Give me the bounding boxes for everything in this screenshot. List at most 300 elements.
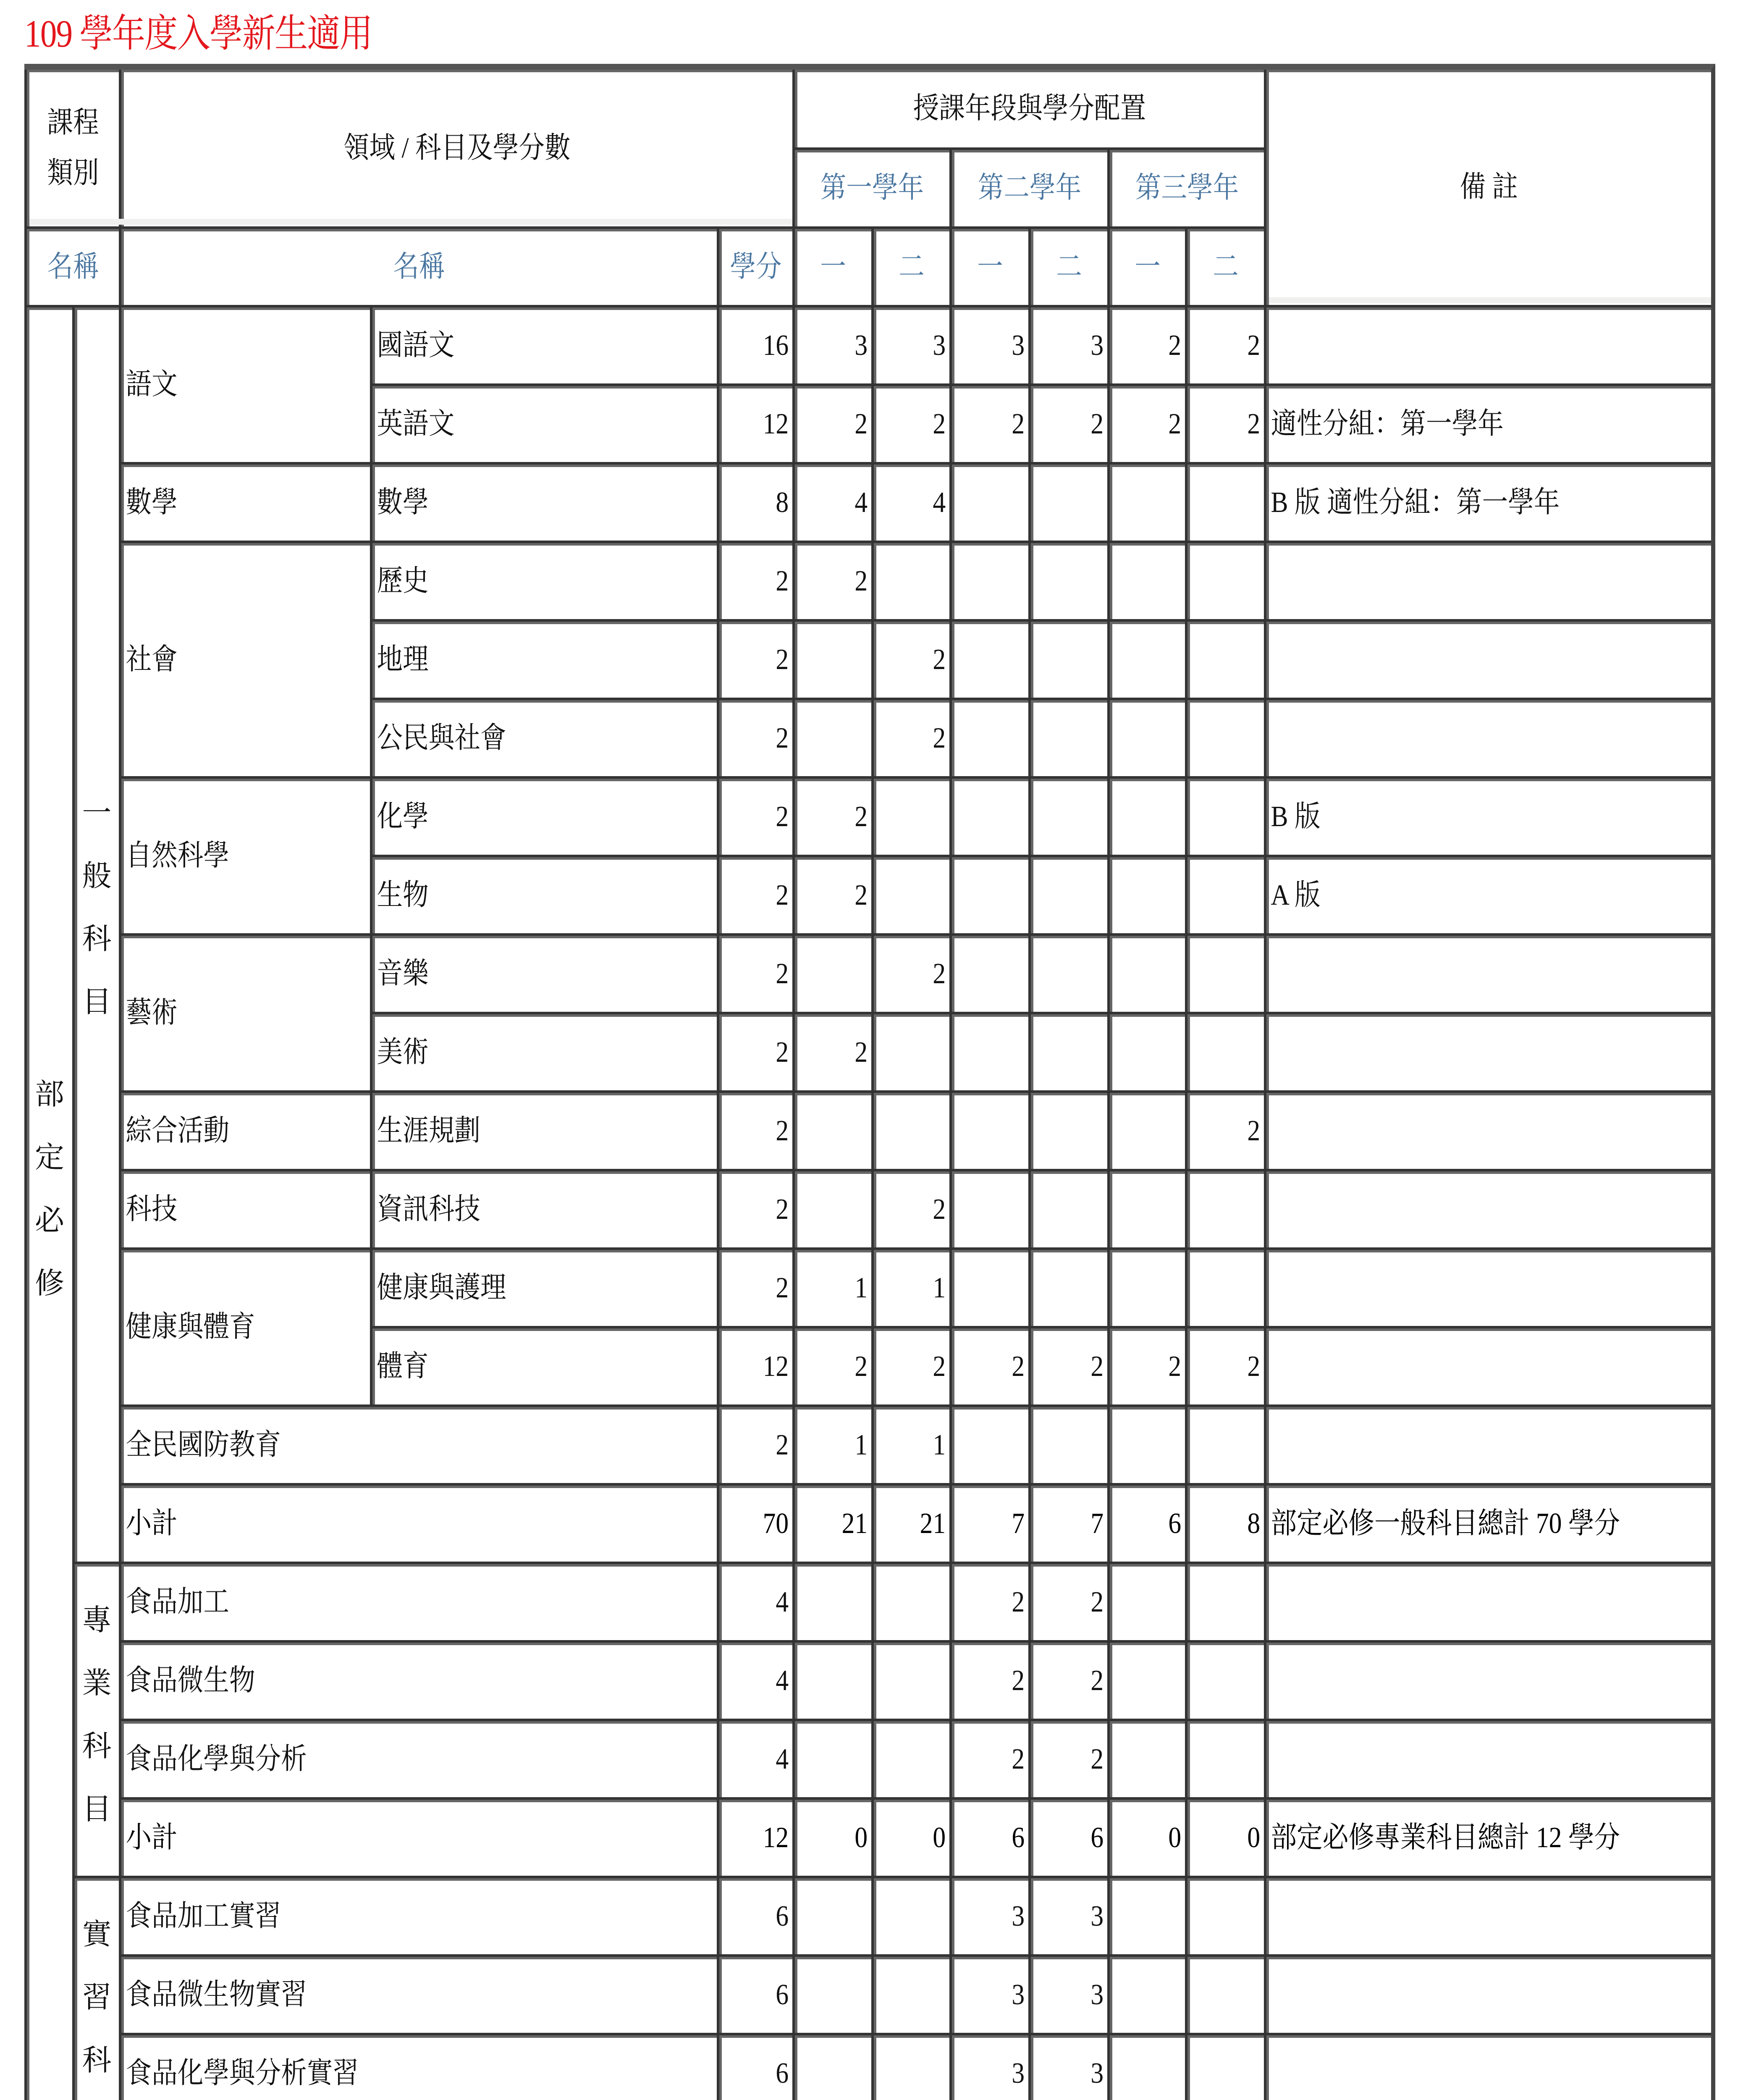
semester-credit-cell <box>792 1247 871 1326</box>
semester-credit-cell <box>1107 2033 1185 2100</box>
credits-cell-text: 6 <box>776 1978 789 2011</box>
remark-cell <box>1264 1247 1711 1326</box>
subject-cell-text: 英語文 <box>377 407 455 440</box>
semester-credit-cell <box>871 1404 949 1483</box>
semester-credit-cell <box>1028 1404 1107 1483</box>
header-subject-name-text: 名稱 <box>393 250 445 283</box>
semester-credit-cell <box>949 1247 1028 1326</box>
semester-credit-cell <box>1028 1326 1107 1404</box>
header-domain-subject-text: 領域 / 科目及學分數 <box>343 131 571 164</box>
semester-credit-cell <box>871 1090 949 1169</box>
semester-credit-cell <box>871 1483 949 1562</box>
semester-credit-cell <box>1107 1562 1185 1640</box>
semester-credit-cell-text: 2 <box>1247 1350 1261 1383</box>
semester-credit-cell <box>871 462 949 541</box>
subject-cell <box>370 305 717 383</box>
semester-credit-cell <box>1028 1954 1107 2033</box>
credits-cell <box>717 855 792 933</box>
credits-cell <box>717 1169 792 1247</box>
domain-cell <box>119 933 370 1090</box>
vertical-char: 科 <box>82 1730 112 1763</box>
header-credits-text: 學分 <box>730 250 782 283</box>
semester-credit-cell-text: 2 <box>933 1350 946 1383</box>
semester-credit-cell <box>792 698 871 776</box>
semester-credit-cell <box>1107 1247 1185 1326</box>
semester-credit-cell <box>1107 1483 1185 1562</box>
remark-cell <box>1264 541 1711 619</box>
credits-cell-text: 16 <box>763 329 789 362</box>
semester-credit-cell <box>949 305 1028 383</box>
subject-cell <box>370 619 717 698</box>
semester-credit-cell <box>1107 619 1185 698</box>
vertical-char: 修 <box>35 1268 64 1300</box>
page-title: 109 學年度入學新生適用 <box>24 12 372 55</box>
credits-cell-text: 2 <box>776 957 789 990</box>
semester-credit-cell <box>1185 1719 1264 1797</box>
group-required-text <box>27 307 72 1315</box>
semester-credit-cell-text: 2 <box>1247 407 1261 440</box>
header-shade <box>1269 297 1711 303</box>
header-year-1-text: 第一學年 <box>820 172 924 204</box>
subject-cell <box>370 1012 717 1090</box>
subject-cell-text: 生物 <box>377 879 429 911</box>
vertical-char: 定 <box>35 1142 64 1174</box>
semester-credit-cell-text: 7 <box>1090 1507 1104 1540</box>
domain-cell <box>119 541 370 776</box>
semester-credit-cell-text: 4 <box>933 486 946 519</box>
semester-credit-cell <box>1185 305 1264 383</box>
credits-cell-text: 2 <box>776 1428 789 1461</box>
header-credits <box>717 226 792 305</box>
semester-credit-cell <box>792 1169 871 1247</box>
domain-cell-text: 科技 <box>126 1193 178 1226</box>
header-year-2 <box>949 147 1107 226</box>
semester-credit-cell <box>1028 1090 1107 1169</box>
semester-credit-cell <box>949 2033 1028 2100</box>
header-semester-text: 二 <box>899 250 925 283</box>
semester-credit-cell-text: 2 <box>1012 1743 1025 1775</box>
subtotal-label <box>119 1483 717 1562</box>
semester-credit-cell-text: 2 <box>1012 1586 1025 1618</box>
header-allocation-text: 授課年段與學分配置 <box>913 92 1146 125</box>
semester-credit-cell <box>1185 855 1264 933</box>
domain-cell-text: 社會 <box>126 643 178 676</box>
semester-credit-cell-text: 8 <box>1247 1507 1261 1540</box>
header-year-3 <box>1107 147 1264 226</box>
semester-credit-cell <box>1107 1012 1185 1090</box>
semester-credit-cell <box>1107 1876 1185 1954</box>
credits-cell-text: 4 <box>776 1586 789 1618</box>
semester-credit-cell <box>871 619 949 698</box>
semester-credit-cell <box>949 776 1028 855</box>
subject-cell-text: 全民國防教育 <box>126 1428 281 1461</box>
credits-cell <box>717 619 792 698</box>
header-subject-name <box>119 226 717 305</box>
subject-cell <box>370 541 717 619</box>
semester-credit-cell <box>1107 1090 1185 1169</box>
domain-cell <box>119 1247 370 1404</box>
header-category-line: 課程 <box>47 106 99 139</box>
semester-credit-cell-text: 0 <box>933 1821 946 1854</box>
semester-credit-cell <box>871 2033 949 2100</box>
subject-cell <box>370 776 717 855</box>
header-year-2-text: 第二學年 <box>978 172 1082 204</box>
semester-credit-cell <box>949 855 1028 933</box>
header-category <box>24 67 119 226</box>
subject-cell <box>370 698 717 776</box>
semester-credit-cell <box>949 698 1028 776</box>
subject-cell <box>119 1562 717 1640</box>
subject-cell <box>370 383 717 462</box>
semester-credit-cell <box>1028 1797 1107 1876</box>
semester-credit-cell <box>1028 619 1107 698</box>
semester-credit-cell <box>1185 383 1264 462</box>
vertical-char: 必 <box>35 1205 64 1237</box>
subtotal-label-text: 小計 <box>126 1821 178 1854</box>
vertical-char: 科 <box>82 923 112 956</box>
subject-cell <box>370 1326 717 1404</box>
semester-credit-cell <box>792 541 871 619</box>
remark-cell-text: A 版 <box>1271 879 1321 911</box>
remark-cell-text: B 版 適性分組：第一學年 <box>1271 486 1560 519</box>
group-general <box>72 305 119 1562</box>
semester-credit-cell-text: 2 <box>854 879 868 911</box>
group-general-text <box>75 307 119 1034</box>
credits-cell-text: 6 <box>776 2057 789 2090</box>
semester-credit-cell-text: 2 <box>1168 1350 1182 1383</box>
semester-credit-cell <box>1028 305 1107 383</box>
credits-cell <box>717 1719 792 1797</box>
remark-cell <box>1264 933 1711 1012</box>
remark-cell <box>1264 1483 1711 1562</box>
semester-credit-cell-text: 1 <box>854 1428 868 1461</box>
semester-credit-cell <box>1185 1562 1264 1640</box>
semester-credit-cell-text: 2 <box>1090 1664 1104 1697</box>
subject-cell-text: 地理 <box>377 643 429 676</box>
remark-cell-text: 部定必修一般科目總計 70 學分 <box>1271 1507 1620 1540</box>
semester-credit-cell <box>1185 1797 1264 1876</box>
credits-cell-text: 2 <box>776 1271 789 1304</box>
header-category-name <box>24 226 119 305</box>
semester-credit-cell <box>1028 1719 1107 1797</box>
semester-credit-cell <box>1028 855 1107 933</box>
remark-cell <box>1264 383 1711 462</box>
vertical-char: 業 <box>82 1667 112 1700</box>
subject-cell-text: 食品微生物 <box>126 1664 255 1697</box>
credits-cell-text: 4 <box>776 1664 789 1697</box>
semester-credit-cell-text: 21 <box>920 1507 946 1540</box>
semester-credit-cell <box>1107 1640 1185 1719</box>
semester-credit-cell <box>949 541 1028 619</box>
semester-credit-cell-text: 1 <box>933 1271 946 1304</box>
semester-credit-cell-text: 2 <box>1090 1743 1104 1775</box>
semester-credit-cell <box>1107 933 1185 1012</box>
credits-cell-text: 6 <box>776 1900 789 1932</box>
subject-cell-text: 數學 <box>377 486 429 519</box>
remark-cell <box>1264 1876 1711 1954</box>
semester-credit-cell <box>1107 541 1185 619</box>
semester-credit-cell-text: 3 <box>1090 1900 1104 1932</box>
semester-credit-cell-text: 2 <box>1012 1664 1025 1697</box>
semester-credit-cell <box>792 1954 871 2033</box>
semester-credit-cell <box>1185 1326 1264 1404</box>
domain-cell-text: 綜合活動 <box>126 1114 229 1147</box>
semester-credit-cell-text: 2 <box>854 800 868 833</box>
semester-credit-cell-text: 2 <box>1168 329 1182 362</box>
semester-credit-cell <box>1107 1954 1185 2033</box>
remark-cell <box>1264 1090 1711 1169</box>
semester-credit-cell <box>792 1326 871 1404</box>
semester-credit-cell <box>949 1640 1028 1719</box>
semester-credit-cell <box>871 698 949 776</box>
semester-credit-cell <box>949 1719 1028 1797</box>
subject-cell-text: 國語文 <box>377 329 455 362</box>
semester-credit-cell <box>1185 619 1264 698</box>
semester-credit-cell <box>1028 1562 1107 1640</box>
semester-credit-cell <box>792 1797 871 1876</box>
credits-cell-text: 2 <box>776 879 789 911</box>
header-semester-text: 一 <box>977 250 1003 283</box>
semester-credit-cell <box>1185 462 1264 541</box>
semester-credit-cell <box>871 305 949 383</box>
semester-credit-cell <box>792 1562 871 1640</box>
credits-cell <box>717 1090 792 1169</box>
subject-cell-text: 食品微生物實習 <box>126 1978 307 2011</box>
header-semester-text: 二 <box>1056 250 1082 283</box>
domain-cell <box>119 305 370 462</box>
vertical-char: 科 <box>82 2045 112 2077</box>
semester-credit-cell-text: 0 <box>854 1821 868 1854</box>
semester-credit-cell-text: 2 <box>1012 407 1025 440</box>
semester-credit-cell <box>1107 1169 1185 1247</box>
semester-credit-cell-text: 2 <box>1247 1114 1261 1147</box>
domain-cell <box>119 1169 370 1247</box>
semester-credit-cell <box>1185 1876 1264 1954</box>
semester-credit-cell <box>949 1876 1028 1954</box>
semester-credit-cell-text: 1 <box>933 1428 946 1461</box>
semester-credit-cell <box>949 1562 1028 1640</box>
semester-credit-cell <box>1028 1876 1107 1954</box>
semester-credit-cell <box>871 1562 949 1640</box>
semester-credit-cell <box>871 855 949 933</box>
header-allocation <box>792 67 1264 147</box>
credits-cell <box>717 1404 792 1483</box>
credits-cell-text: 2 <box>776 1114 789 1147</box>
remark-cell <box>1264 855 1711 933</box>
semester-credit-cell <box>792 1404 871 1483</box>
semester-credit-cell <box>1107 1326 1185 1404</box>
semester-credit-cell-text: 2 <box>933 722 946 754</box>
semester-credit-cell <box>949 462 1028 541</box>
credits-cell <box>717 1326 792 1404</box>
remark-cell <box>1264 1562 1711 1640</box>
header-year-3-text: 第三學年 <box>1135 172 1239 204</box>
header-category-line: 類別 <box>47 157 99 189</box>
credits-cell-text: 4 <box>776 1743 789 1775</box>
header-semester <box>1107 226 1185 305</box>
subject-cell <box>119 1404 717 1483</box>
semester-credit-cell-text: 2 <box>854 1036 868 1068</box>
credits-cell <box>717 933 792 1012</box>
header-semester <box>871 226 949 305</box>
semester-credit-cell <box>949 1169 1028 1247</box>
subject-cell <box>119 2033 717 2100</box>
semester-credit-cell <box>949 1012 1028 1090</box>
group-professional <box>72 1562 119 1876</box>
credits-cell-text: 12 <box>763 407 789 440</box>
subject-cell <box>370 1247 717 1326</box>
remark-cell <box>1264 619 1711 698</box>
semester-credit-cell <box>1028 1012 1107 1090</box>
semester-credit-cell <box>1107 383 1185 462</box>
credits-cell <box>717 1640 792 1719</box>
group-professional-text <box>75 1564 119 1841</box>
semester-credit-cell <box>871 1640 949 1719</box>
semester-credit-cell <box>949 1483 1028 1562</box>
semester-credit-cell <box>1185 1483 1264 1562</box>
group-required <box>24 305 72 2100</box>
semester-credit-cell <box>1028 933 1107 1012</box>
semester-credit-cell <box>1107 698 1185 776</box>
semester-credit-cell-text: 3 <box>854 329 868 362</box>
remark-cell <box>1264 305 1711 383</box>
semester-credit-cell-text: 1 <box>854 1271 868 1304</box>
semester-credit-cell-text: 3 <box>1090 1978 1104 2011</box>
semester-credit-cell <box>1107 1719 1185 1797</box>
semester-credit-cell <box>949 383 1028 462</box>
semester-credit-cell <box>949 619 1028 698</box>
header-semester <box>792 226 871 305</box>
semester-credit-cell <box>1028 541 1107 619</box>
credits-cell <box>717 1483 792 1562</box>
subject-cell-text: 美術 <box>377 1036 429 1068</box>
remark-cell <box>1264 1169 1711 1247</box>
semester-credit-cell <box>1107 776 1185 855</box>
semester-credit-cell-text: 0 <box>1168 1821 1182 1854</box>
semester-credit-cell <box>1028 1483 1107 1562</box>
semester-credit-cell-text: 2 <box>1090 407 1104 440</box>
semester-credit-cell-text: 3 <box>1012 2057 1025 2090</box>
semester-credit-cell <box>1107 1404 1185 1483</box>
semester-credit-cell-text: 2 <box>1090 1350 1104 1383</box>
semester-credit-cell <box>949 1954 1028 2033</box>
subject-cell <box>119 1640 717 1719</box>
subject-cell-text: 音樂 <box>377 957 429 990</box>
semester-credit-cell <box>1185 1404 1264 1483</box>
header-remarks-text: 備 註 <box>1460 171 1518 203</box>
domain-cell-text: 數學 <box>126 486 178 519</box>
semester-credit-cell-text: 6 <box>1168 1507 1182 1540</box>
semester-credit-cell <box>1107 462 1185 541</box>
semester-credit-cell <box>871 541 949 619</box>
semester-credit-cell <box>949 1090 1028 1169</box>
semester-credit-cell <box>1028 1640 1107 1719</box>
semester-credit-cell-text: 4 <box>854 486 868 519</box>
semester-credit-cell-text: 2 <box>1247 329 1261 362</box>
semester-credit-cell-text: 21 <box>841 1507 868 1540</box>
vertical-char: 般 <box>82 860 112 892</box>
semester-credit-cell-text: 2 <box>933 643 946 676</box>
semester-credit-cell <box>792 1483 871 1562</box>
semester-credit-cell-text: 6 <box>1090 1821 1104 1854</box>
semester-credit-cell <box>871 1247 949 1326</box>
semester-credit-cell <box>1028 383 1107 462</box>
credits-cell <box>717 1797 792 1876</box>
semester-credit-cell <box>792 1876 871 1954</box>
semester-credit-cell <box>1185 933 1264 1012</box>
remark-cell-text: B 版 <box>1271 800 1321 833</box>
semester-credit-cell <box>949 1404 1028 1483</box>
semester-credit-cell-text: 6 <box>1012 1821 1025 1854</box>
semester-credit-cell <box>871 1719 949 1797</box>
semester-credit-cell <box>792 776 871 855</box>
semester-credit-cell <box>1028 1169 1107 1247</box>
semester-credit-cell <box>949 933 1028 1012</box>
semester-credit-cell <box>871 1876 949 1954</box>
header-category-text <box>44 106 102 190</box>
remark-cell <box>1264 776 1711 855</box>
semester-credit-cell <box>792 1640 871 1719</box>
remark-cell <box>1264 462 1711 541</box>
semester-credit-cell <box>1185 1090 1264 1169</box>
domain-cell-text: 藝術 <box>126 997 178 1029</box>
semester-credit-cell <box>1185 1640 1264 1719</box>
semester-credit-cell-text: 2 <box>854 564 868 597</box>
header-domain-subject <box>119 67 792 226</box>
credits-cell-text: 2 <box>776 564 789 597</box>
semester-credit-cell <box>949 1326 1028 1404</box>
remark-cell <box>1264 1719 1711 1797</box>
remark-cell <box>1264 1797 1711 1876</box>
subject-cell <box>119 1719 717 1797</box>
semester-credit-cell <box>792 383 871 462</box>
semester-credit-cell <box>1028 2033 1107 2100</box>
credits-cell-text: 2 <box>776 800 789 833</box>
semester-credit-cell <box>871 1954 949 2033</box>
header-semester <box>1185 226 1264 305</box>
header-semester-text: 一 <box>820 250 846 283</box>
vertical-char: 習 <box>82 1982 112 2014</box>
remark-cell <box>1264 1012 1711 1090</box>
credits-cell <box>717 1954 792 2033</box>
subject-cell-text: 公民與社會 <box>377 722 506 754</box>
credits-cell <box>717 1876 792 1954</box>
subject-cell-text: 資訊科技 <box>377 1193 480 1226</box>
semester-credit-cell <box>1107 305 1185 383</box>
subject-cell <box>370 1169 717 1247</box>
subject-cell-text: 健康與護理 <box>377 1271 506 1304</box>
credits-cell-text: 2 <box>776 1193 789 1226</box>
semester-credit-cell <box>871 1169 949 1247</box>
semester-credit-cell <box>1185 1247 1264 1326</box>
semester-credit-cell <box>1185 2033 1264 2100</box>
subject-cell <box>119 1876 717 1954</box>
semester-credit-cell-text: 2 <box>1168 407 1182 440</box>
subject-cell <box>119 1954 717 2033</box>
credits-cell <box>717 1562 792 1640</box>
credits-cell-text: 8 <box>776 486 789 519</box>
header-semester <box>949 226 1028 305</box>
credits-cell <box>717 383 792 462</box>
remark-cell <box>1264 698 1711 776</box>
credits-cell-text: 12 <box>763 1821 789 1854</box>
remark-cell <box>1264 2033 1711 2100</box>
semester-credit-cell <box>792 933 871 1012</box>
semester-credit-cell <box>792 619 871 698</box>
header-shade <box>29 219 792 225</box>
remark-cell <box>1264 1640 1711 1719</box>
semester-credit-cell-text: 2 <box>854 407 868 440</box>
